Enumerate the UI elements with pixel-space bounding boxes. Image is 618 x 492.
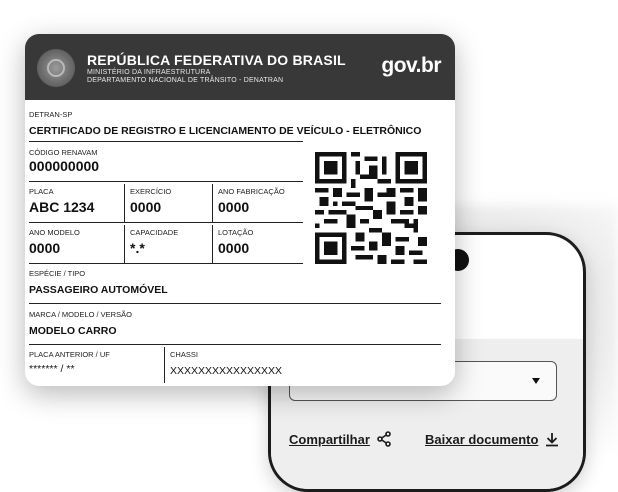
exercicio-label: EXERCÍCIO (130, 187, 172, 196)
divider (124, 225, 125, 263)
divider (29, 303, 441, 304)
marca-modelo-value: MODELO CARRO (29, 325, 117, 337)
capacidade-value: *.* (130, 240, 145, 256)
divider (124, 184, 125, 222)
lotacao-value: 0000 (218, 240, 250, 256)
vehicle-document-card (25, 34, 455, 386)
placa-anterior-label: PLACA ANTERIOR / UF (29, 350, 110, 359)
caret-down-icon (532, 378, 540, 384)
ano-modelo-label: ANO MODELO (29, 228, 80, 237)
especie-tipo-label: ESPÉCIE / TIPO (29, 269, 86, 278)
header-subtitle-ministry: MINISTÉRIO DA INFRAESTRUTURA (87, 69, 211, 76)
header-subtitle-department: DEPARTAMENTO NACIONAL DE TRÂNSITO - DENATRAN (87, 77, 284, 84)
capacidade-label: CAPACIDADE (130, 228, 179, 237)
divider (212, 184, 213, 222)
exercicio-value: 0000 (130, 199, 162, 215)
especie-tipo-value: PASSAGEIRO AUTOMÓVEL (29, 284, 168, 296)
brazil-coat-of-arms-icon (37, 49, 75, 87)
card-header (25, 34, 455, 100)
chassi-value: XXXXXXXXXXXXXXXX (170, 365, 283, 377)
ano-modelo-value: 0000 (29, 240, 61, 256)
divider (164, 347, 165, 383)
share-icon (376, 431, 392, 447)
ano-fabricacao-label: ANO FABRICAÇÃO (218, 187, 285, 196)
placa-value: ABC 1234 (29, 199, 95, 215)
document-title: CERTIFICADO DE REGISTRO E LICENCIAMENTO DE VEÍCULO - ELETRÔNICO (29, 125, 422, 137)
divider (29, 263, 303, 264)
marca-modelo-label: MARCA / MODELO / VERSÃO (29, 310, 132, 319)
issuer: DETRAN-SP (29, 110, 73, 119)
placa-anterior-value: ******* / ** (29, 363, 75, 375)
chassi-label: CHASSI (170, 350, 198, 359)
renavam-label: CÓDIGO RENAVAM (29, 148, 98, 157)
download-button[interactable] (425, 431, 560, 447)
ano-fabricacao-value: 0000 (218, 199, 250, 215)
divider (29, 141, 303, 142)
divider (212, 225, 213, 263)
download-icon (544, 431, 560, 447)
placa-label: PLACA (29, 187, 54, 196)
header-title: REPÚBLICA FEDERATIVA DO BRASIL (87, 52, 346, 68)
divider (29, 344, 441, 345)
govbr-logo: gov.br (381, 54, 441, 77)
lotacao-label: LOTAÇÃO (218, 228, 254, 237)
share-label: Compartilhar (289, 431, 370, 447)
divider (29, 222, 303, 223)
qr-code-icon (315, 152, 427, 264)
renavam-value: 000000000 (29, 158, 100, 174)
download-label: Baixar documento (425, 431, 539, 447)
divider (29, 181, 303, 182)
share-button[interactable] (289, 431, 392, 447)
